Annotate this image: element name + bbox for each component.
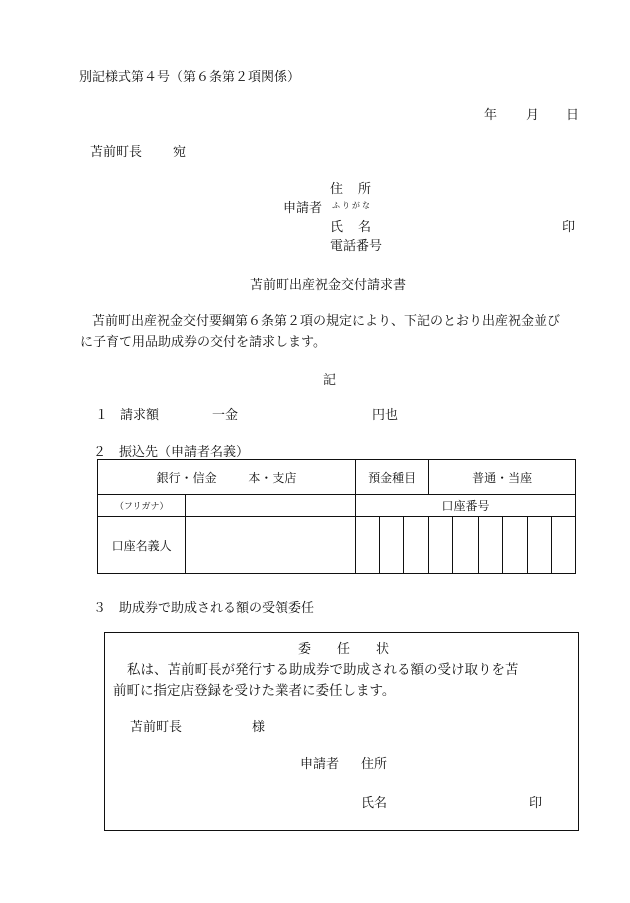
applicant-phone-label: 電話番号 bbox=[330, 239, 383, 254]
item1-label: 請求額 bbox=[120, 408, 160, 423]
form-id: 別記様式第４号（第６条第２項関係） bbox=[79, 70, 301, 85]
applicant-seal: 印 bbox=[562, 220, 576, 235]
date-day-label: 日 bbox=[566, 108, 580, 123]
deposit-type-value[interactable]: 普通・当座 bbox=[429, 460, 576, 495]
account-digit-cell[interactable] bbox=[356, 517, 380, 574]
item3-label: ３ 助成券で助成される額の受領委任 bbox=[93, 601, 315, 616]
applicant-address-label: 住 所 bbox=[330, 182, 373, 197]
delegation-seal: 印 bbox=[529, 796, 543, 811]
item1-yen: 円也 bbox=[372, 408, 399, 423]
addressee: 苫前町長 bbox=[90, 145, 143, 160]
account-number-label: 口座番号 bbox=[356, 495, 576, 517]
account-digit-cell[interactable] bbox=[551, 517, 575, 574]
item1-ichikin: 一金 bbox=[212, 408, 239, 423]
account-holder-furigana-field[interactable] bbox=[186, 495, 356, 517]
delegation-address-label: 住所 bbox=[361, 757, 388, 772]
delegation-applicant-label: 申請者 bbox=[300, 757, 340, 772]
account-digit-cell[interactable] bbox=[527, 517, 551, 574]
account-digit-cell[interactable] bbox=[429, 517, 453, 574]
delegation-text-line1: 私は、苫前町長が発行する助成券で助成される額の受け取りを苫 bbox=[127, 662, 519, 678]
account-digit-cell[interactable] bbox=[502, 517, 527, 574]
account-holder-field[interactable] bbox=[186, 517, 356, 574]
applicant-name-label: 氏 名 bbox=[330, 220, 373, 235]
bank-table bbox=[97, 459, 576, 574]
document-title: 苫前町出産祝金交付請求書 bbox=[250, 278, 407, 293]
body-text-line1: 苫前町出産祝金交付要綱第６条第２項の規定により、下記のとおり出産祝金並び bbox=[92, 314, 561, 329]
delegation-text-line2: 前町に指定店登録を受けた業者に委任します。 bbox=[113, 683, 396, 699]
delegation-mayor: 苫前町長 bbox=[130, 720, 183, 735]
date-month-label: 月 bbox=[526, 108, 540, 123]
applicant-role: 申請者 bbox=[283, 201, 323, 216]
bank-label: 銀行・信金 bbox=[156, 470, 217, 485]
addressee-suffix: 宛 bbox=[173, 145, 187, 160]
ki-label: 記 bbox=[323, 373, 337, 388]
delegation-mayor-suffix: 様 bbox=[252, 720, 266, 735]
applicant-furigana-label: ふりがな bbox=[332, 201, 372, 210]
item1-number: １ bbox=[95, 408, 109, 423]
account-digit-cell[interactable] bbox=[478, 517, 502, 574]
bank-branch-cell[interactable] bbox=[98, 460, 356, 495]
account-holder-label: 口座名義人 bbox=[98, 517, 186, 574]
account-digit-cell[interactable] bbox=[404, 517, 429, 574]
item2-label: ２ 振込先（申請者名義） bbox=[93, 445, 250, 460]
deposit-type-label: 預金種目 bbox=[356, 460, 429, 495]
date-year-label: 年 bbox=[484, 108, 498, 123]
delegation-name-label: 氏名 bbox=[361, 796, 388, 811]
furigana-label: （フリガナ） bbox=[98, 495, 186, 517]
branch-label: 本・支店 bbox=[248, 470, 297, 485]
delegation-title: 委 任 状 bbox=[298, 642, 390, 657]
body-text-line2: に子育て用品助成券の交付を請求します。 bbox=[80, 335, 326, 350]
account-digit-cell[interactable] bbox=[380, 517, 404, 574]
account-digit-cell[interactable] bbox=[453, 517, 478, 574]
